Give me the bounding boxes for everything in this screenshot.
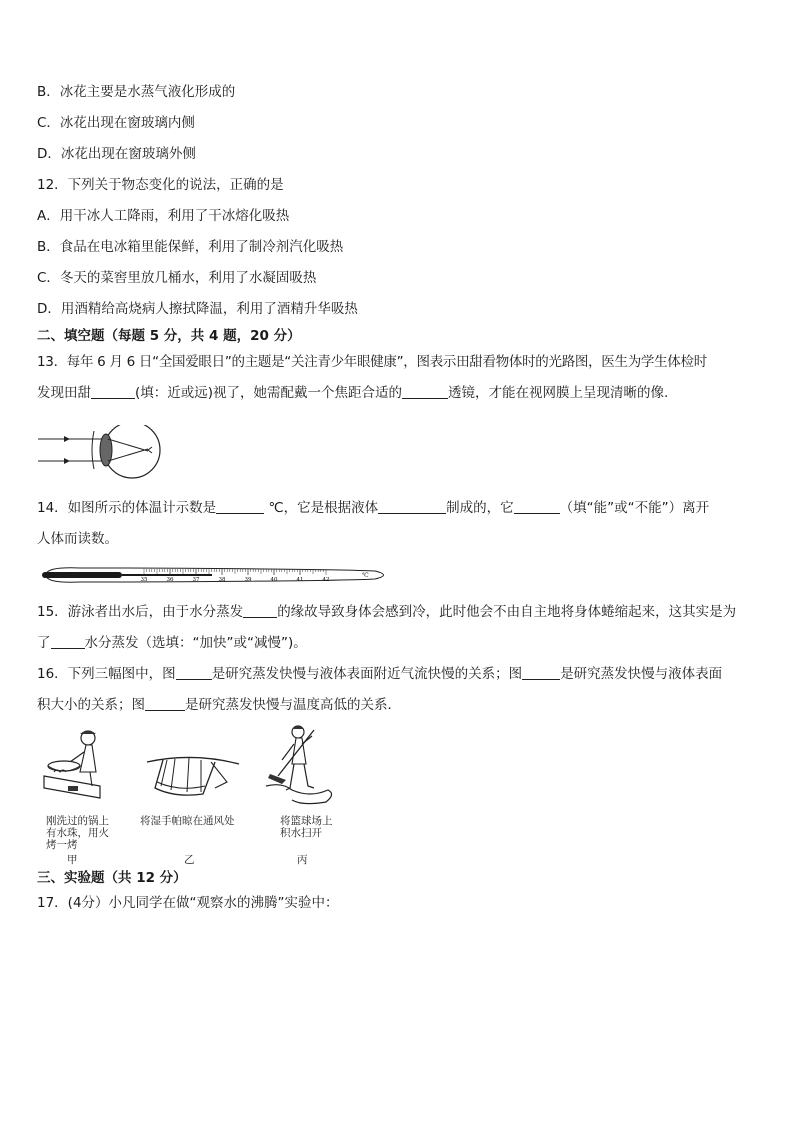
q16-blank-2 [522,665,560,680]
figure-bing-drawing [262,724,342,808]
q14-text-b: ℃，它是根据液体 [268,500,379,516]
q14-line2: 人体而读数。 [37,531,118,547]
q14-blank-3 [514,499,560,514]
figure-bing-label: 丙 [297,854,308,866]
q11-option-b: B．冰花主要是水蒸气液化形成的 [37,84,236,100]
q15-text-b: 的缘故导致身体会感到冷，此时他会不由自主地将身体蜷缩起来，这其实是为 [277,604,737,620]
figure-jia-caption-3: 烤一烤 [46,839,78,851]
figure-bing-caption-1: 将篮球场上 [280,815,333,827]
q12-option-c: C．冬天的菜窖里放几桶水，利用了水凝固吸热 [37,270,317,286]
q13-blank-1 [91,384,135,399]
q14-line1 [37,498,709,518]
q13-text-c: 透镜，才能在视网膜上呈现清晰的像. [448,385,669,401]
thermometer-tick-label: 41 [296,577,304,583]
q12-option-b: B．食品在电冰箱里能保鲜，利用了制冷剂汽化吸热 [37,239,344,255]
q15-text-a: 15．游泳者出水后，由于水分蒸发 [37,604,244,620]
q13-blank-2 [402,384,448,399]
q16-text-c: 是研究蒸发快慢与液体表面 [560,666,723,682]
thermometer-tick-label: 37 [192,577,200,583]
q15-text-d: 水分蒸发（选填：“加快”或“减慢”)。 [84,635,307,651]
q14-text-d: （填“能”或“不能”）离开 [559,500,710,516]
thermometer-tick-label: 39 [244,577,252,583]
q16-text-e: 是研究蒸发快慢与温度高低的关系． [185,697,401,713]
figure-bing-caption-2: 积水扫开 [280,827,322,839]
q16-line2 [37,695,401,715]
thermometer-tick-label: 36 [166,577,174,583]
figure-yi-label: 乙 [184,854,195,866]
q16-line1 [37,664,722,684]
q15-blank-1 [243,603,277,618]
q13-line2 [37,383,668,403]
q16-text-d: 积大小的关系；图 [37,697,145,713]
thermometer-figure [40,564,392,586]
q13-text-a: 发现田甜 [37,385,91,401]
thermometer-tick-label: 40 [270,577,278,583]
q14-text-c: 制成的，它 [446,500,514,516]
q14-blank-1 [216,499,264,514]
q12-option-d: D．用酒精给高烧病人擦拭降温，利用了酒精升华吸热 [37,301,358,317]
q14-blank-2 [378,499,446,514]
q16-text-b: 是研究蒸发快慢与液体表面附近气流快慢的关系；图 [211,666,523,682]
q16-text-a: 16．下列三幅图中，图 [37,666,176,682]
q15-blank-2 [51,634,85,649]
q12-stem: 12．下列关于物态变化的说法，正确的是 [37,177,284,193]
figure-jia-caption-2: 有水珠，用火 [46,827,109,839]
q13-text-b: (填：近或远)视了，她需配戴一个焦距合适的 [135,385,403,401]
q17-stem: 17．(4分）小凡同学在做“观察水的沸腾”实验中： [37,895,339,911]
thermometer-tick-label: 38 [218,577,226,583]
figure-jia-caption-1: 刚洗过的锅上 [46,815,109,827]
thermometer-tick-label: 35 [140,577,148,583]
q12-option-a: A．用干冰人工降雨，利用了干冰熔化吸热 [37,208,290,224]
thermometer-tick-label: 42 [322,577,330,583]
q11-option-c: C．冰花出现在窗玻璃内侧 [37,115,195,131]
figure-yi-drawing [145,752,241,802]
section-3-title: 三、实验题（共 12 分） [37,870,187,886]
q11-option-d: D．冰花出现在窗玻璃外侧 [37,146,196,162]
figure-jia-drawing [40,728,112,808]
figure-yi-caption: 将湿手帕晾在通风处 [140,815,235,827]
q15-line2 [37,633,307,653]
q14-text-a: 14．如图所示的体温计示数是 [37,500,217,516]
q15-text-c: 了 [37,635,51,651]
q15-line1 [37,602,736,622]
eye-diagram [36,425,166,481]
section-2-title: 二、填空题（每题 5 分，共 4 题，20 分） [37,328,301,344]
thermometer-unit: ℃ [362,572,369,579]
q16-blank-1 [176,665,212,680]
figure-jia-label: 甲 [67,854,78,866]
q16-blank-3 [145,696,185,711]
q13-line1: 13．每年 6 月 6 日“全国爱眼日”的主题是“关注青少年眼健康”，图表示田甜看物体时的光路图，医生为学生体检时 [37,354,707,370]
